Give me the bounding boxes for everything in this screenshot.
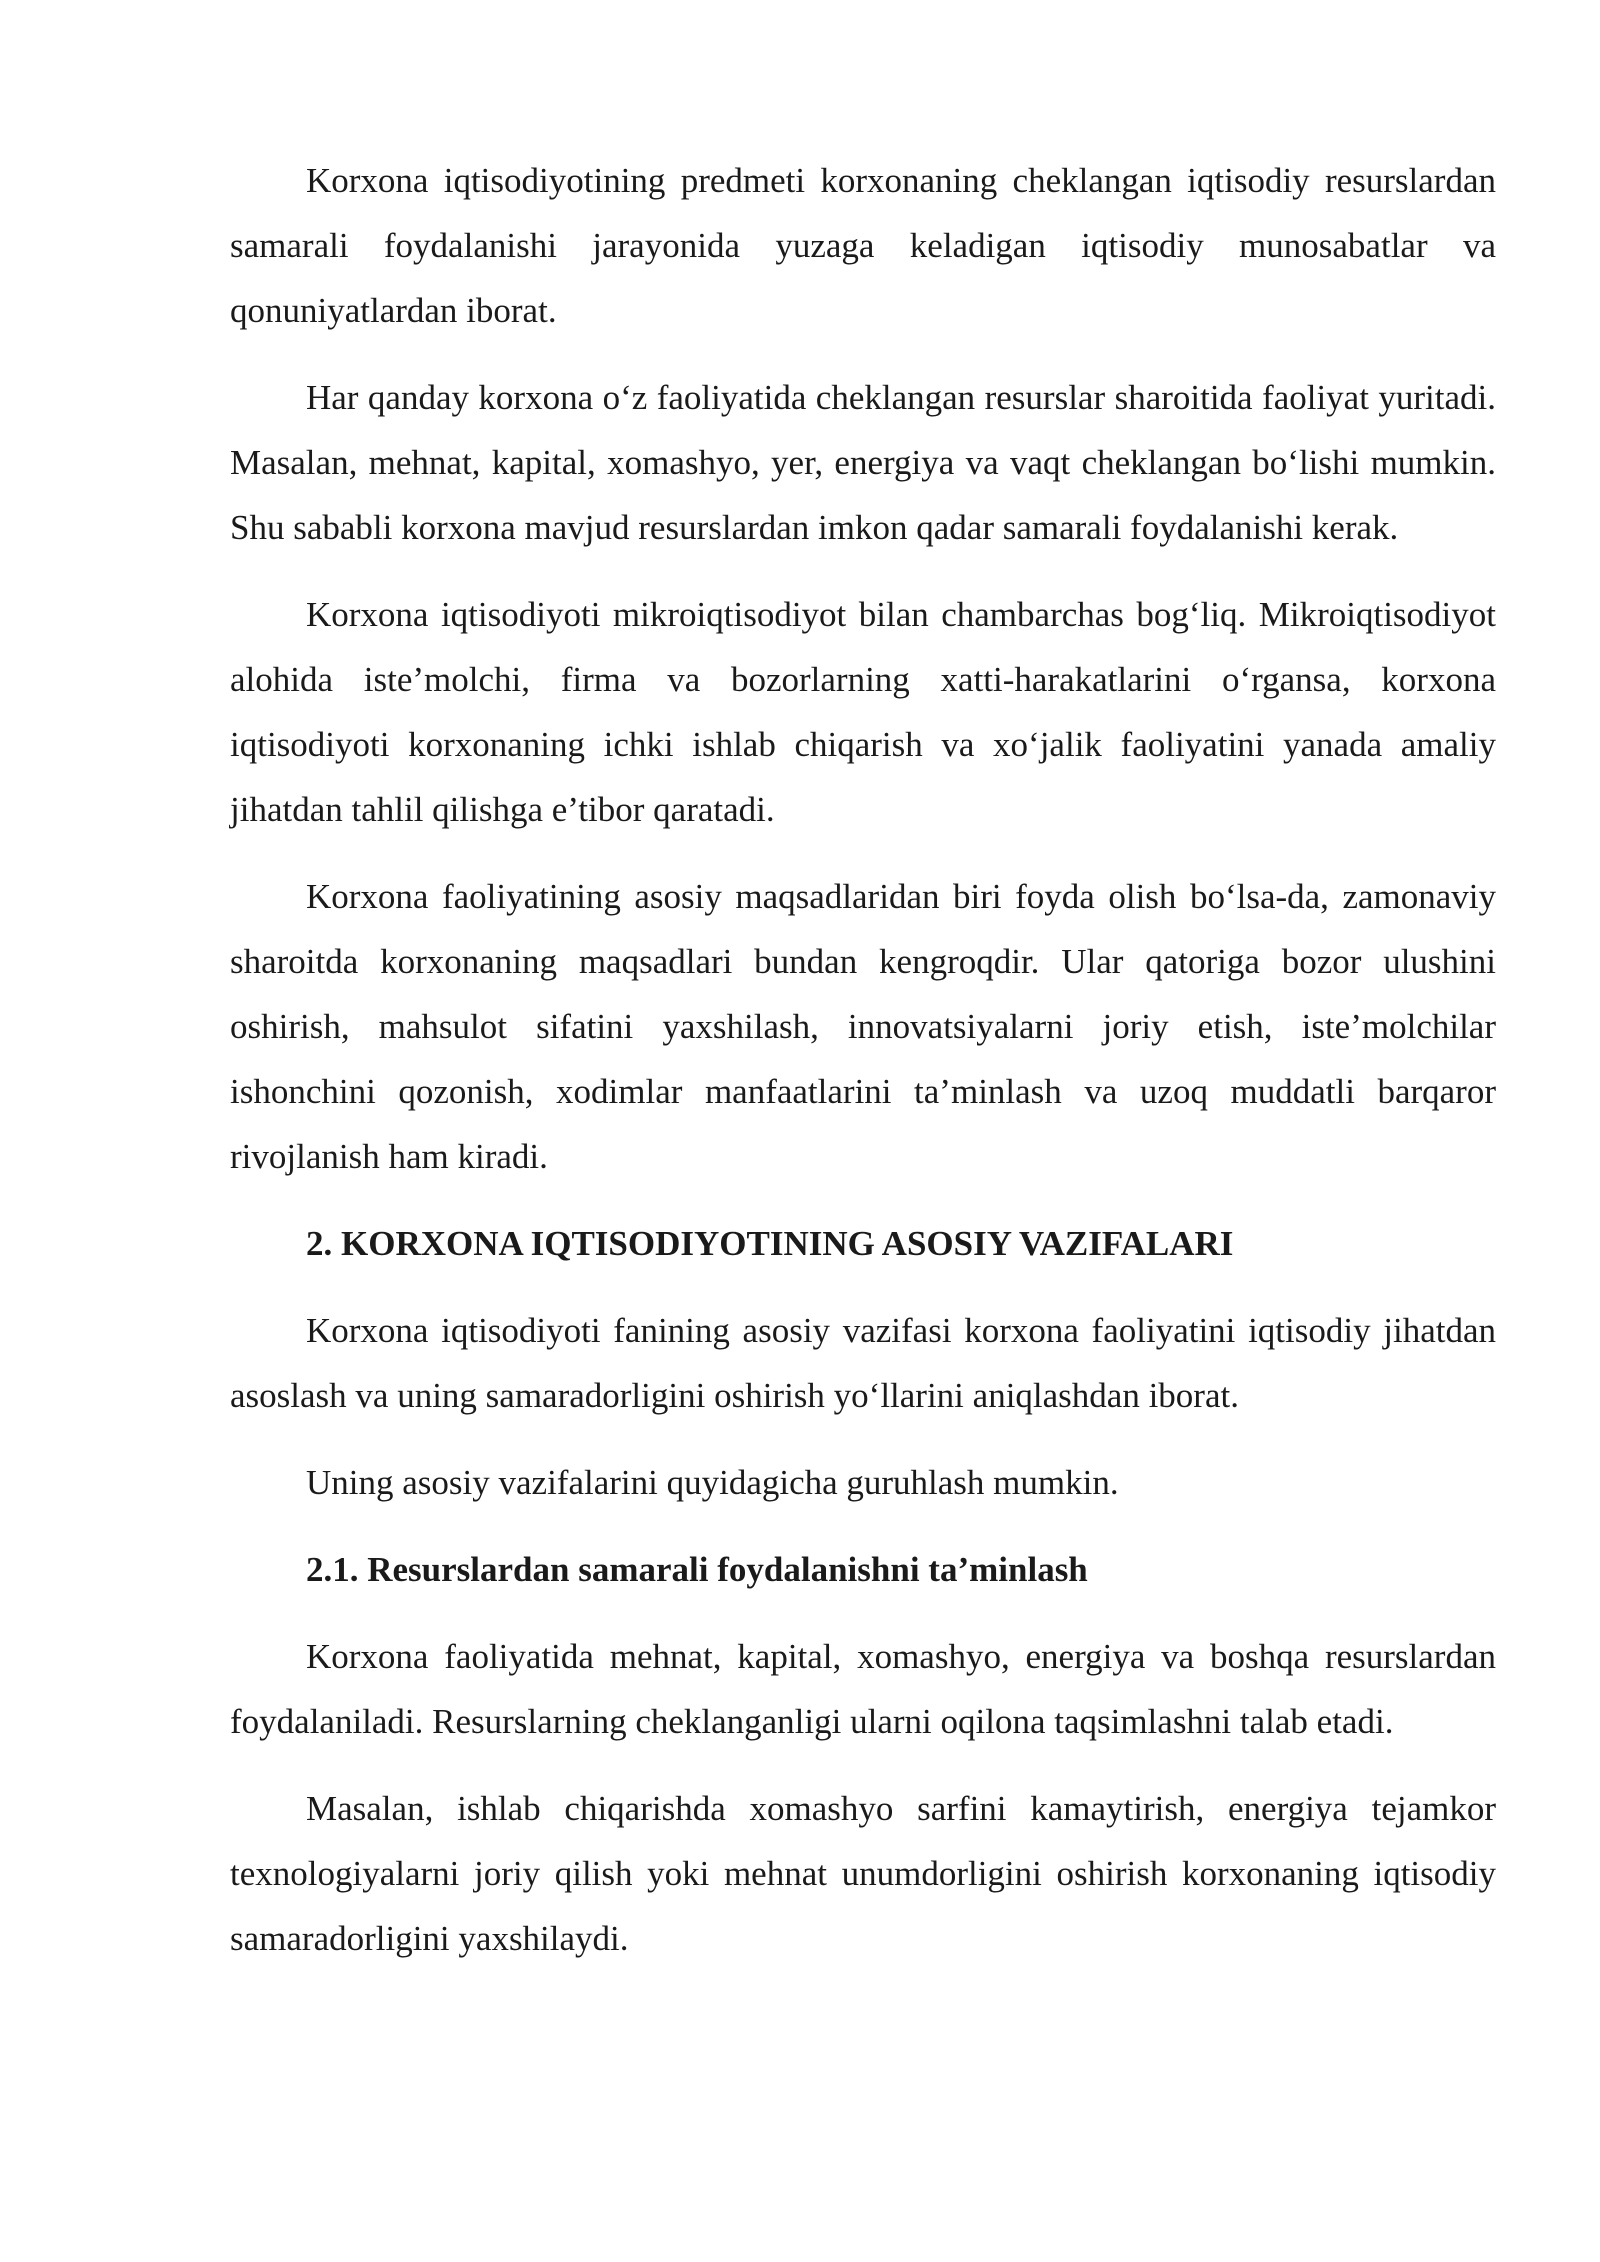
paragraph-main-task: Korxona iqtisodiyoti fanining asosiy vazifasi korxona faoliyatini iqtisodiy jihatdan asoslash va uning samaradorligini oshirish yo‘llarini aniqlashdan iborat. [230,1311,1496,1415]
paragraph-limited-resources: Har qanday korxona o‘z faoliyatida cheklangan resurslar sharoitida faoliyat yuritadi. Masalan, mehnat, kapital, xomashyo, yer, energiya va vaqt cheklangan bo‘lishi mumkin. Shu sababli korxona mavjud resurslardan imkon qadar samarali foydalanishi kerak. [230,378,1496,547]
paragraph-resource-usage: Korxona faoliyatida mehnat, kapital, xomashyo, energiya va boshqa resurslardan foydalaniladi. Resurslarning cheklanganligi ularni oqilona taqsimlashni talab etadi. [230,1637,1496,1741]
paragraph-microeconomics: Korxona iqtisodiyoti mikroiqtisodiyot bilan chambarchas bog‘liq. Mikroiqtisodiyot alohida iste’molchi, firma va bozorlarning xatti-harakatlarini o‘rgansa, korxona iqtisodiyoti korxonaning ichki ishlab chiqarish va xo‘jalik faoliyatini yanada amaliy jihatdan tahlil qilishga e’tibor qaratadi. [230,595,1496,829]
paragraph-grouping: Uning asosiy vazifalarini quyidagicha guruhlash mumkin. [306,1463,1119,1502]
paragraph-efficiency-example: Masalan, ishlab chiqarishda xomashyo sarfini kamaytirish, energiya tejamkor texnologiyalarni joriy qilish yoki mehnat unumdorligini oshirish korxonaning iqtisodiy samaradorligini yaxshilaydi. [230,1789,1496,1958]
section-heading-main-tasks: 2. KORXONA IQTISODIYOTINING ASOSIY VAZIFALARI [306,1224,1234,1263]
paragraph-subject: Korxona iqtisodiyotining predmeti korxonaning cheklangan iqtisodiy resurslardan samarali foydalanishi jarayonida yuzaga keladigan iqtisodiy munosabatlar va qonuniyatlardan iborat. [230,161,1496,330]
subsection-heading-resources: 2.1. Resurslardan samarali foydalanishni ta’minlash [306,1550,1088,1589]
paragraph-goals: Korxona faoliyatining asosiy maqsadlaridan biri foyda olish bo‘lsa-da, zamonaviy sharoitda korxonaning maqsadlari bundan kengroqdir. Ular qatoriga bozor ulushini oshirish, mahsulot sifatini yaxshilash, innovatsiyalarni joriy etish, iste’molchilar ishonchini qozonish, xodimlar manfaatlarini ta’minlash va uzoq muddatli barqaror rivojlanish ham kiradi. [230,877,1496,1176]
